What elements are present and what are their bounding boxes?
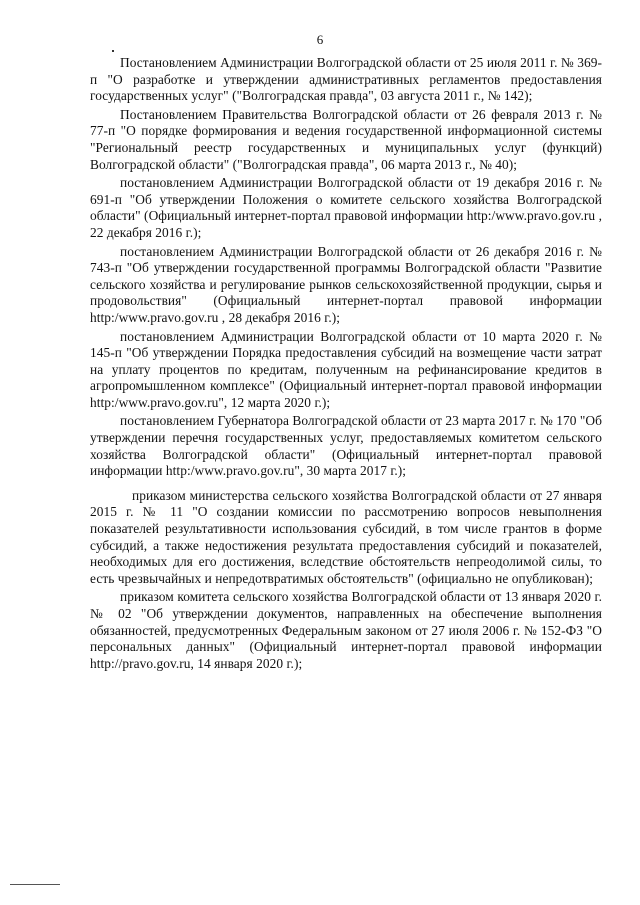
- paragraph-order-02: приказом комитета сельского хозяйства Волгоградской области от 13 января 2020 г. № 02 "Об утверждении документов, направленных на обеспечение выполнения обязанностей, предусмотренных Федеральным законом от 27 июля 2006 г. № 152-ФЗ "О персональных данных" (Официальный интернет-портал правовой информации http://pravo.gov.ru, 14 января 2020 г.);: [90, 589, 602, 671]
- paragraph-resolution-369p: Постановлением Администрации Волгоградской области от 25 июля 2011 г. № 369-п "О разработке и утверждении административных регламентов предоставления государственных услуг" ("Волгоградская правда", 03 августа 2011 г., № 142);: [90, 55, 602, 104]
- paragraph-resolution-743p: постановлением Администрации Волгоградской области от 26 декабря 2016 г. № 743-п "Об утверждении государственной программы Волгоградской области "Развитие сельского хозяйства и регулирование рынков сельскохозяйственной продукции, сырья и продовольствия" (Официальный интернет-портал правовой информации http:/www.pravo.gov.ru , 28 декабря 2016 г.);: [90, 243, 602, 325]
- scan-mark: [112, 50, 114, 52]
- footer-divider: [10, 884, 60, 885]
- paragraph-governor-resolution-170: постановлением Губернатора Волгоградской области от 23 марта 2017 г. № 170 "Об утверждении перечня государственных услуг, предоставляемых комитетом сельского хозяйства Волгоградской области" (Официальный интернет-портал правовой информации http:/www.pravo.gov.ru", 30 марта 2017 г.);: [90, 413, 602, 479]
- paragraph-resolution-77p: Постановлением Правительства Волгоградской области от 26 февраля 2013 г. № 77-п "О порядке формирования и ведения государственной информационной системы "Региональный реестр государственных и муниципальных услуг (функций) Волгоградской области" ("Волгоградская правда", 06 марта 2013 г., № 40);: [90, 106, 602, 172]
- paragraph-resolution-691p: постановлением Администрации Волгоградской области от 19 декабря 2016 г. № 691-п "Об утверждении Положения о комитете сельского хозяйства Волгоградской области" (Официальный интернет-портал правовой информации http:/www.pravo.gov.ru , 22 декабря 2016 г.);: [90, 175, 602, 240]
- paragraph-order-11: приказом министерства сельского хозяйства Волгоградской области от 27 января 2015 г. № 11 "О создании комиссии по рассмотрению вопросов невыполнения показателей результативности использования субсидий, в том числе грантов в форме субсидий, а также недостижения результата предоставления субсидий и показателей, необходимых для его достижения, вследствие обстоятельств непреодолимой силы, то есть чрезвычайных и непредотвратимых обстоятельств" (официально не опубликован);: [90, 487, 602, 586]
- page-number: 6: [316, 32, 324, 47]
- document-body: [90, 55, 602, 672]
- paragraph-resolution-145p: постановлением Администрации Волгоградской области от 10 марта 2020 г. № 145-п "Об утверждении Порядка предоставления субсидий на возмещение части затрат на уплату процентов по кредитам, полученным на рефинансирование кредитов в агропромышленном комплексе" (Официальный интернет-портал правовой информации http:/www.pravo.gov.ru", 12 марта 2020 г.);: [90, 328, 602, 410]
